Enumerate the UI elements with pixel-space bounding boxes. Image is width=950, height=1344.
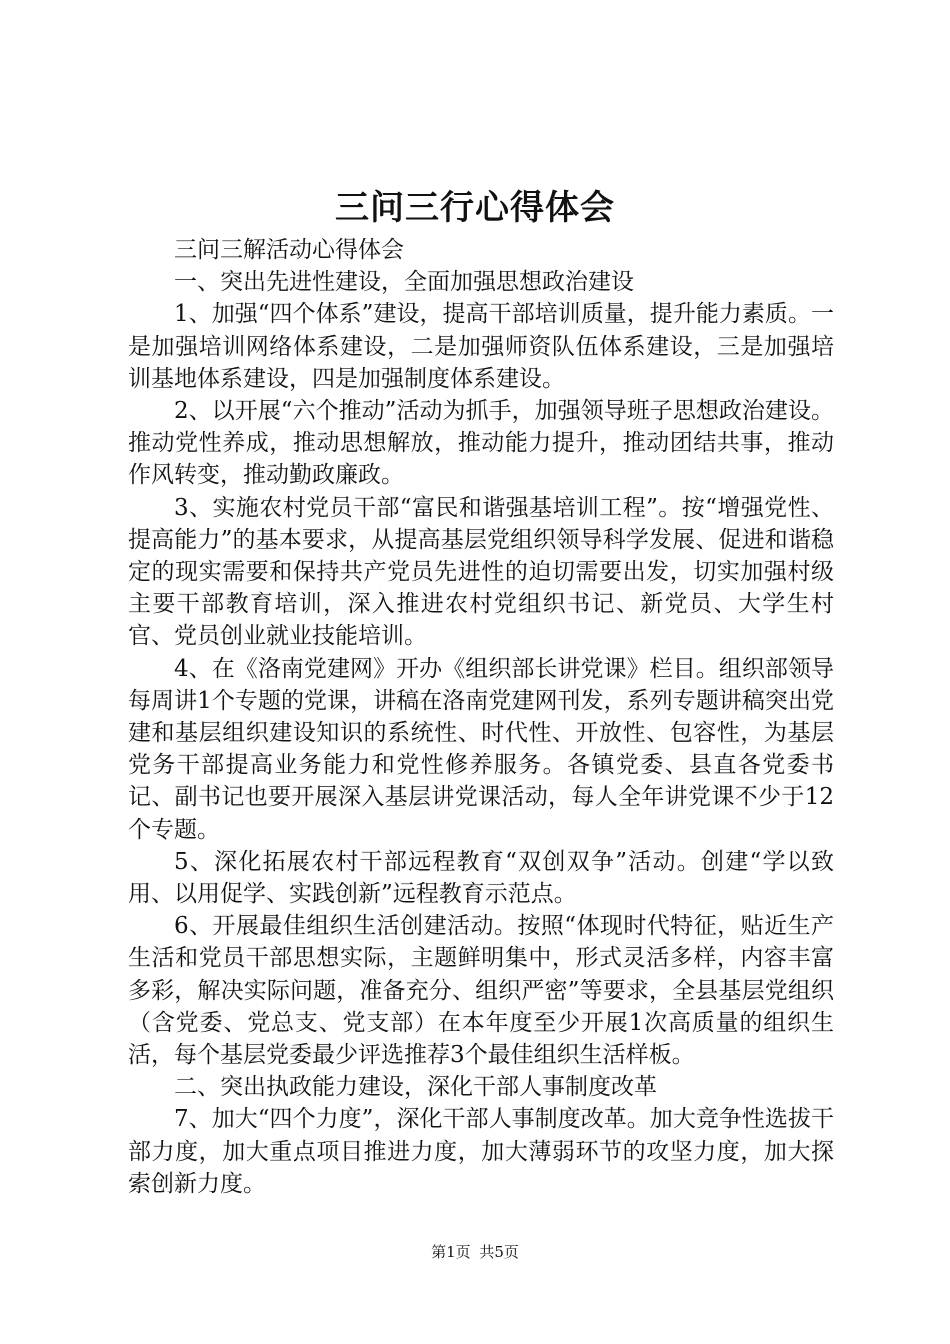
paragraph-subtitle: 三问三解活动心得体会 xyxy=(174,237,404,263)
paragraph-item-2: 2、以开展“六个推动”活动为抓手，加强领导班子思想政治建设。推动党性养成，推动思想解放，推动能力提升，推动团结共事，推动作风转变，推动勤政廉政。 xyxy=(128,398,834,489)
section-heading-1: 一、突出先进性建设，全面加强思想政治建设 xyxy=(174,269,634,296)
paragraph-item-1: 1、加强“四个体系”建设，提高干部培训质量，提升能力素质。一是加强培训网络体系建设，二是加强师资队伍体系建设，三是加强培训基地体系建设，四是加强制度体系建设。 xyxy=(128,301,834,392)
paragraph-item-7: 7、加大“四个力度”，深化干部人事制度改革。加大竞争性选拔干部力度，加大重点项目推进力度，加大薄弱环节的攻坚力度，加大探索创新力度。 xyxy=(128,1106,834,1197)
page-number: 第1页 xyxy=(431,1243,471,1261)
document-body xyxy=(128,234,834,1200)
page-total: 共5页 xyxy=(479,1243,519,1261)
paragraph-item-6: 6、开展最佳组织生活创建活动。按照“体现时代特征，贴近生产生活和党员干部思想实际，主题鲜明集中，形式灵活多样，内容丰富多彩，解决实际问题，准备充分、组织严密”等要求，全县基层党组织（含党委、党总支、党支部）在本年度至少开展1次高质量的组织生活，每个基层党委最少评选推荐3个最佳组织生活样板。 xyxy=(128,913,834,1069)
document-title: 三问三行心得体会 xyxy=(335,188,615,228)
page-footer xyxy=(0,1240,950,1264)
paragraph-item-3: 3、实施农村党员干部“富民和谐强基培训工程”。按“增强党性、提高能力”的基本要求，从提高基层党组织领导科学发展、促进和谐稳定的现实需要和保持共产党员先进性的迫切需要出发，切实加强村级主要干部教育培训，深入推进农村党组织书记、新党员、大学生村官、党员创业就业技能培训。 xyxy=(128,494,834,650)
paragraph-item-4: 4、在《洛南党建网》开办《组织部长讲党课》栏目。组织部领导每周讲1个专题的党课，讲稿在洛南党建网刊发，系列专题讲稿突出党建和基层组织建设知识的系统性、时代性、开放性、包容性，为基层党务干部提高业务能力和党性修养服务。各镇党委、县直各党委书记、副书记也要开展深入基层讲党课活动，每人全年讲党课不少于12个专题。 xyxy=(128,655,834,843)
section-heading-2: 二、突出执政能力建设，深化干部人事制度改革 xyxy=(174,1074,657,1101)
paragraph-item-5: 5、深化拓展农村干部远程教育“双创双争”活动。创建“学以致用、以用促学、实践创新”远程教育示范点。 xyxy=(128,848,834,908)
